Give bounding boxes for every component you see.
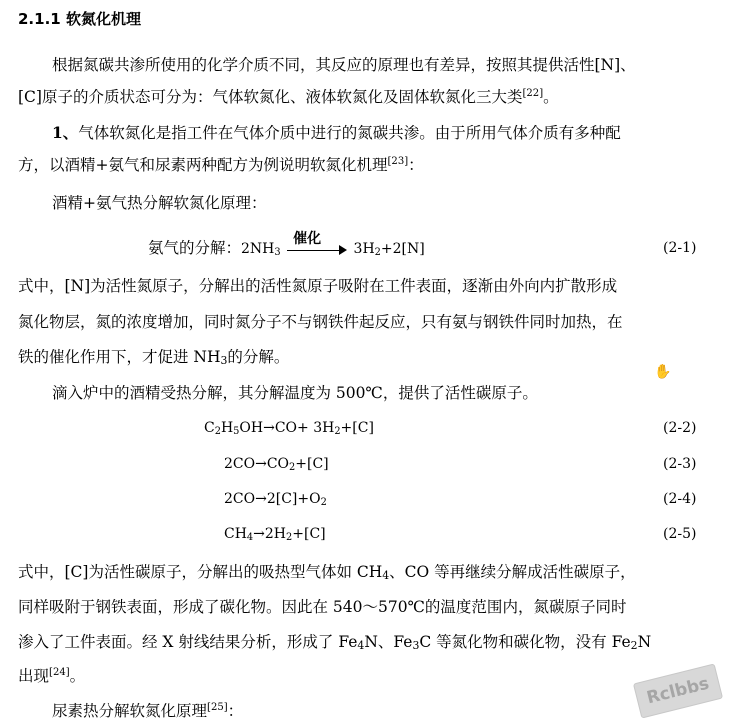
catalyst-label: 催化 (293, 231, 322, 247)
equation-number-2-5: (2-5) (663, 526, 697, 542)
section-title: 软氮化机理 (65, 10, 141, 28)
equation-2-1: 氨气的分解：$2NH_3$ 催化 $3H_2+2[N]$ (148, 231, 425, 258)
equation-number-2-3: (2-3) (663, 456, 697, 472)
equation-number-2-2: (2-2) (663, 420, 697, 436)
equation-number-2-1: (2-1) (663, 240, 697, 256)
para2-line2: 方，以酒精+氨气和尿素两种配方为例说明软氮化机理[23]： (18, 156, 424, 174)
subheading-urea: 尿素热分解软氮化原理[25]： (52, 702, 244, 720)
reference-22: [22] (522, 88, 544, 99)
reference-24: [24] (49, 667, 70, 678)
equation-number-2-4: (2-4) (663, 491, 697, 507)
watermark-logo: Rclbbs (633, 663, 723, 718)
para3-line1: 式中，[N]为活性氮原子，分解出的活性氮原子吸附在工件表面，逐渐由外向内扩散形成 (18, 277, 618, 295)
subheading-alcohol-ammonia: 酒精+氨气热分解软氮化原理： (52, 194, 267, 212)
equation-2-5: $CH_4\to 2H_2+[C]$ (224, 526, 326, 543)
equation-2-3: $2CO\to CO_2+[C]$ (224, 456, 329, 473)
section-heading (18, 9, 141, 29)
reference-25: [25] (207, 702, 228, 713)
hand-cursor-icon: ✋ (654, 364, 672, 380)
para4: 滴入炉中的酒精受热分解，其分解温度为 500℃，提供了活性碳原子。 (52, 384, 538, 402)
section-number: 2.1.1 (18, 10, 61, 28)
para3-line3: 铁的催化作用下，才促进 $NH_3$的分解。 (18, 348, 290, 367)
reference-23: [23] (387, 156, 409, 167)
para5-line2: 同样吸附于钢铁表面，形成了碳化物。因此在 540～570℃的温度范围内，氮碳原子同时 (18, 598, 627, 616)
para1-line1: 根据氮碳共渗所使用的化学介质不同，其反应的原理也有差异，按照其提供活性[N]、 (52, 56, 636, 74)
para5-line1: 式中，[C]为活性碳原子，分解出的吸热型气体如 $CH_4$、CO 等再继续分解成活性碳原子， (18, 563, 636, 582)
para3-line2: 氮化物层，氮的浓度增加，同时氮分子不与钢铁件起反应，只有氨与钢铁件同时加热，在 (18, 313, 623, 331)
equation-2-4: $2CO\to 2[C]+O_2$ (224, 491, 327, 508)
arrow-right-icon (339, 245, 347, 255)
para5-line3: 渗入了工件表面。经 X 射线结果分析，形成了 $Fe_4N$、$Fe_3C$ 等氮化物和碳化物，没有 $Fe_2N$ (18, 633, 652, 652)
para5-line4: 出现[24]。 (18, 667, 86, 685)
para1-line2: [C]原子的介质状态可分为：气体软氮化、液体软氮化及固体软氮化三大类[22]。 (18, 88, 559, 106)
para2-line1: 1、气体软氮化是指工件在气体介质中进行的氮碳共渗。由于所用气体介质有多种配 (52, 123, 621, 142)
equation-2-2: $C_2H_5OH\to CO+ 3H_2+[C]$ (204, 420, 374, 437)
catalyst-arrow (287, 231, 347, 257)
